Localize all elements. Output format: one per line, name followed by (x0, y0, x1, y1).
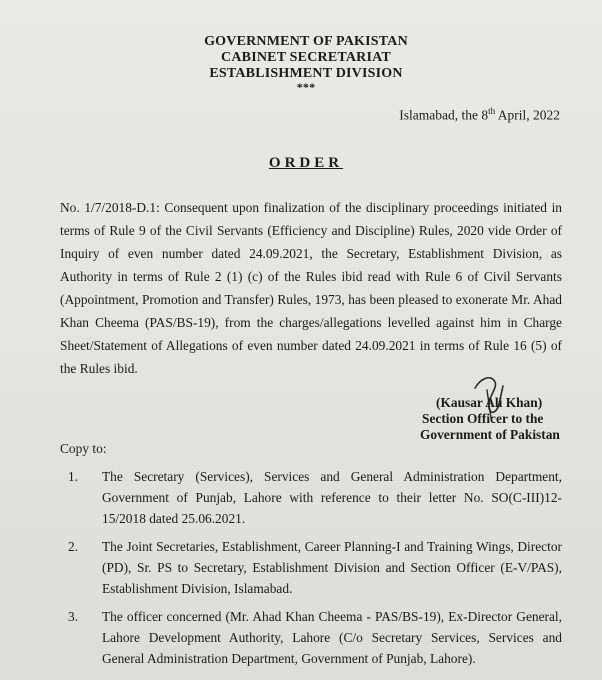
letterhead-line-division: ESTABLISHMENT DIVISION (209, 66, 403, 81)
copy-item (60, 606, 562, 669)
copy-to-label: Copy to: (60, 441, 107, 456)
signatory-name: (Kausar Ali Khan) (436, 395, 543, 410)
order-body: No. 1/7/2018-D.1: Consequent upon finalization of the disciplinary proceedings initiated in terms of Rule 9 of the Civil Servants (Efficiency and Discipline) Rules, 2020 vide Order of Inquiry of even number dated 24.09.2021, the Secretary, Establishment Division, as Authority in terms of Rule 2 (1) (c) of the Rules ibid read with Rule 6 of Civil Servants (Appointment, Promotion and Transfer) Rules, 1973, has been pleased to exonerate Mr. Ahad Khan Cheema (PAS/BS-19), from the charges/allegations levelled against him in Charge Sheet/Statement of Allegations of even number dated 24.09.2021 in terms of Rule 16 (5) of the Rules ibid. (60, 200, 562, 376)
signature-block (420, 395, 580, 443)
letterhead-stars: *** (296, 80, 316, 94)
copy-item (60, 466, 562, 529)
dateline-suffix: th (488, 106, 496, 116)
copy-item-number: 2. (68, 539, 79, 554)
dateline (399, 106, 560, 124)
copy-item-number: 3. (68, 609, 79, 624)
letterhead-line-government: GOVERNMENT OF PAKISTAN (204, 34, 408, 49)
signatory-designation-line1: Section Officer to the (422, 411, 544, 426)
letterhead (0, 34, 602, 92)
order-title: ORDER (268, 155, 344, 171)
copy-item-text: The Joint Secretaries, Establishment, Career Planning-I and Training Wings, Director (PD), Sr. PS to Secretary, Establishment Division and Section Officer (E-V/PAS), Establishment Division, Islamabad. (102, 539, 562, 596)
dateline-rest: April, 2022 (495, 107, 560, 123)
signatory-designation-line2: Government of Pakistan (420, 427, 560, 442)
copy-item (60, 536, 562, 599)
copy-item-number: 1. (68, 469, 79, 484)
copy-item-text: The Secretary (Services), Services and General Administration Department, Government of Punjab, Lahore with reference to their letter No. SO(C-III)12-15/2018 dated 25.06.2021. (102, 469, 562, 526)
copy-item-text: The officer concerned (Mr. Ahad Khan Cheema - PAS/BS-19), Ex-Director General, Lahore Development Authority, Lahore (C/o Secretary Services, Services and General Administration Department, Government of Punjab, Lahore). (102, 609, 562, 666)
dateline-prefix: Islamabad, the 8 (399, 107, 489, 123)
letterhead-line-cabinet: CABINET SECRETARIAT (221, 50, 391, 65)
copy-list (60, 466, 562, 676)
